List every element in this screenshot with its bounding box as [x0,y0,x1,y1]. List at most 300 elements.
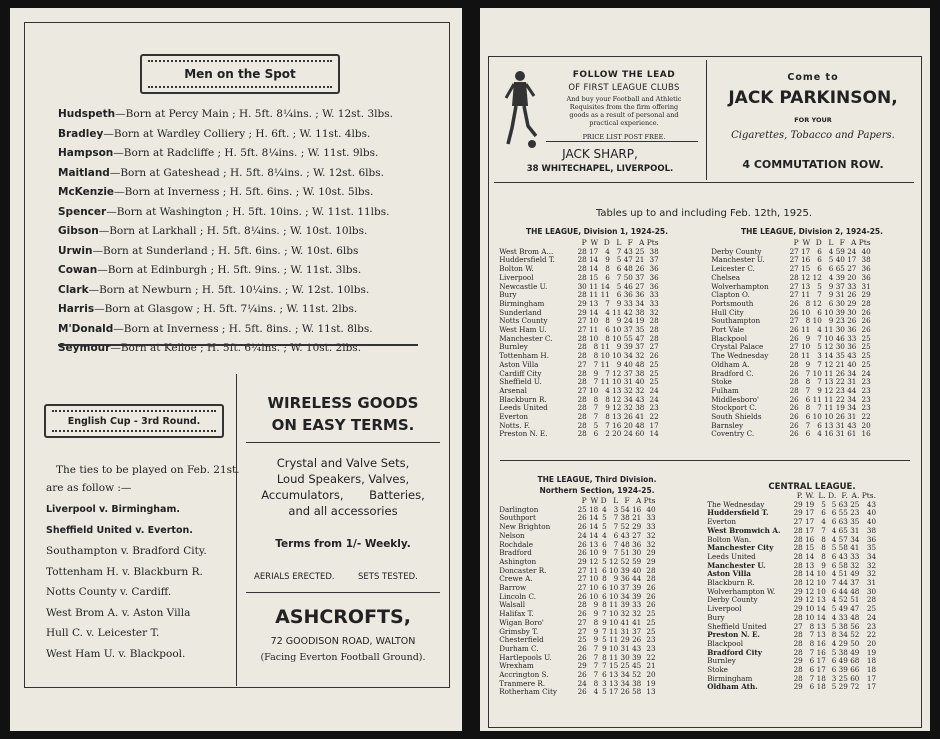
stat-cell: 10 [812,316,822,326]
stat-cell: 22 [649,412,659,422]
stat-cell: 29 [793,604,803,614]
stat-cell: 19 [805,499,815,509]
stat-cell: 52 [850,630,860,640]
stat-cell: 6 [602,539,607,549]
stat-cell: 39 [632,583,642,593]
stat-cell: 28 [789,272,799,282]
stat-cell: 6 [602,670,607,680]
team-name: Manchester U. [711,255,765,265]
stat-cell: 25 [861,333,871,343]
stat-cell: 14 [600,281,610,291]
player-row [58,303,357,315]
wireless-ad-terms: Terms from 1/- Weekly. [275,538,411,550]
stat-cell: 23 [861,403,871,413]
stat-cell: 15 [801,264,811,274]
stat-cell: 24 [577,530,587,540]
stat-cell: 28 [793,647,803,657]
stat-cell: 28 [577,272,587,282]
stat-cell: 8 [805,316,811,326]
team-name: Clapton O. [711,290,750,300]
stat-cell: 66 [850,665,860,675]
stat-cell: 25 [646,626,656,636]
stat-cell: 8 [805,403,811,413]
stat-cell: 18 [866,656,877,666]
stat-cell: 28 [793,638,803,648]
stat-cell: 7 [805,368,811,378]
stat-cell: 5 [602,556,607,566]
team-name: Tottenham H. [499,351,549,361]
column-header: W [802,238,811,247]
stat-cell: 7 [805,385,811,395]
stat-cell: 6 [605,325,610,335]
stat-cell: 36 [861,272,871,282]
team-name: Aston Villa [499,359,539,369]
stat-cell: 32 [649,307,659,317]
team-name: Sheffield U. [499,377,542,387]
division-2-table-wrap [710,239,872,439]
stat-cell: 26 [789,325,799,335]
stat-cell: 28 [789,359,799,369]
stat-cell: 33 [646,513,656,523]
stat-cell: 26 [789,403,799,413]
stat-cell: 10 [589,574,599,584]
stat-cell: 11 [824,394,834,404]
team-name: Birmingham [707,673,753,683]
stat-cell: 39 [623,342,633,352]
stat-cell: 29 [793,595,803,605]
team-name: Ashington [499,556,537,566]
stat-cell: 60 [635,429,645,439]
wireless-ad-body-4: and all accessories [288,504,398,518]
player-details: —Born at Wardley Colliery ; H. 6ft. ; W. 11st. 4lbs. [103,127,371,140]
stat-cell: 7 [809,647,815,657]
stat-cell: 3 [817,351,822,361]
team-name: Coventry C. [711,429,755,439]
stat-cell: 7 [605,420,610,430]
stat-cell: 31 [850,525,860,535]
stat-cell: 9 [817,385,822,395]
stat-cell: 46 [835,333,845,343]
stat-cell: 8 [809,638,815,648]
stat-cell: 65 [835,264,845,274]
stat-cell: 10 [612,351,622,361]
stat-cell: 36 [861,264,871,274]
stat-cell: 33 [646,522,656,532]
stat-cell: 37 [623,368,633,378]
wireless-ad-line-2: ON EASY TERMS. [271,416,415,434]
jack-sharp-line-5: goods as a result of personal and [569,111,679,119]
stat-cell: 28 [793,578,803,588]
player-row [58,225,367,237]
stat-cell: 27 [789,246,799,256]
stat-cell: 5 [831,621,837,631]
stat-cell: 49 [838,656,848,666]
player-row [58,264,361,276]
stat-cell: 28 [793,569,803,579]
stat-cell: 32 [620,609,630,619]
stat-cell: 31 [620,626,630,636]
table-row [498,688,657,697]
stat-cell: 28 [789,385,799,395]
stat-cell: 26 [577,522,587,532]
stat-cell: 36 [847,342,857,352]
table-row [706,683,877,692]
stat-cell: 9 [616,298,622,308]
stat-cell: 5 [817,281,822,291]
stat-cell: 65 [838,525,848,535]
stat-cell: 38 [635,307,645,317]
stat-cell: 10 [609,591,619,601]
team-name: Wigan Boro' [499,617,544,627]
stat-cell: 24 [623,316,633,326]
stat-cell: 44 [847,385,857,395]
stat-cell: 28 [577,600,587,610]
stat-cell: 14 [589,522,599,532]
stat-cell: 28 [793,612,803,622]
stat-cell: 7 [593,670,599,680]
stat-cell: 11 [609,600,619,610]
player-name: Spencer [58,205,107,218]
stat-cell: 6 [817,255,822,265]
team-name: The Wednesday [707,499,765,509]
stat-cell: 5 [821,499,826,509]
division-3-table [498,497,657,697]
stat-cell: 34 [635,298,645,308]
stat-cell: 8 [821,534,826,544]
player-name: M'Donald [58,322,114,335]
stat-cell: 23 [646,643,656,653]
stat-cell: 31 [847,412,857,422]
stat-cell: 10 [609,583,619,593]
stat-cell: 9 [593,609,599,619]
stat-cell: 49 [838,604,848,614]
stat-cell: 28 [793,560,803,570]
jack-sharp-line-3: And buy your Football and Athletic [566,95,682,103]
jack-sharp-name: JACK SHARP, [562,147,638,161]
stat-cell: 13 [816,630,826,640]
stat-cell: 19 [835,403,845,413]
team-name: Middlesboro' [711,394,759,404]
stat-cell: 26 [789,429,799,439]
column-header: P. [796,491,803,500]
stat-cell: 5 [831,604,837,614]
stat-cell: 63 [838,517,848,527]
stat-cell: 9 [616,342,622,352]
wireless-ad-company: ASHCROFTS, [275,606,411,628]
stat-cell: 27 [577,617,587,627]
stat-cell: 14 [816,612,826,622]
stat-cell: 16 [612,420,622,430]
stat-cell: 18 [816,682,826,692]
stat-cell: 4 [828,246,834,256]
stat-cell: 26 [577,687,587,697]
stat-cell: 23 [861,385,871,395]
english-cup-ties [46,504,236,674]
stat-cell: 8 [602,600,607,610]
team-name: Wolverhampton W. [707,586,776,596]
stat-cell: 32 [623,403,633,413]
column-header: A [850,238,857,247]
team-name: Bury [707,612,725,622]
stat-cell: 26 [789,333,799,343]
stat-cell: 37 [620,583,630,593]
team-name: Newcastle U. [499,281,548,291]
stat-cell: 26 [577,548,587,558]
team-name: Durham C. [499,643,539,653]
stat-cell: 5 [831,647,837,657]
jack-sharp-rule [546,141,698,142]
player-name: Hampson [58,147,114,159]
stat-cell: 5 [602,513,607,523]
stat-cell: 25 [577,635,587,645]
english-cup-intro-1: The ties to be played on Feb. 21st. [56,464,240,476]
stat-cell: 24 [623,429,633,439]
team-name: West Ham U. [499,325,547,335]
stat-cell: 6 [831,586,837,596]
stat-cell: 10 [812,368,822,378]
stat-cell: 6 [817,246,822,256]
stat-cell: 9 [805,359,811,369]
stat-cell: 7 [817,359,822,369]
stat-cell: 29 [838,638,848,648]
team-name: Crewe A. [499,574,533,584]
team-name: New Brighton [499,522,551,532]
stat-cell: 6 [821,508,826,518]
stat-cell: 25 [861,342,871,352]
stat-cell: 6 [817,420,822,430]
central-league-table-wrap [706,492,877,692]
stat-cell: 7 [593,412,599,422]
jack-sharp-line-6: practical experience. [589,119,659,127]
stat-cell: 32 [635,351,645,361]
stat-cell: 6 [805,429,811,439]
stat-cell: 55 [838,508,848,518]
tables-heading: Tables up to and including Feb. 12th, 1925. [595,208,813,219]
stat-cell: 25 [577,504,587,514]
stat-cell: 36 [649,281,659,291]
cup-tie: Hull C. v. Leicester T. [46,627,160,639]
stat-cell: 38 [635,368,645,378]
stat-cell: 11 [600,377,610,387]
stat-cell: 17 [801,246,811,256]
stat-cell: 60 [850,673,860,683]
team-name: Bradford City [707,647,762,657]
stat-cell: 25 [649,377,659,387]
stat-cell: 11 [801,351,811,361]
stat-cell: 43 [838,551,848,561]
stat-cell: 12 [589,556,599,566]
stat-cell: 29 [620,635,630,645]
team-name: Tranmere R. [499,678,546,688]
jack-sharp-line-1: FOLLOW THE LEAD [572,70,676,80]
stat-cell: 33 [847,333,857,343]
column-header: Pts. [861,491,877,500]
stat-cell: 8 [605,394,610,404]
player-name: Clark [58,283,89,296]
team-name: Notts County [499,316,548,326]
team-name: Accrington S. [499,670,549,680]
stat-cell: 27 [577,316,587,326]
stat-cell: 11 [600,342,610,352]
stat-cell: 44 [838,586,848,596]
stat-cell: 10 [612,325,622,335]
stat-cell: 4 [828,272,834,282]
stat-cell: 28 [866,595,877,605]
team-name: Cardiff City [499,368,542,378]
stat-cell: 9 [602,617,607,627]
stat-cell: 59 [632,556,642,566]
cup-tie: Liverpool v. Birmingham. [46,504,180,515]
stat-cell: 7 [809,673,815,683]
team-name: Blackpool [707,638,743,648]
stat-cell: 10 [609,565,619,575]
jack-sharp-price-list: PRICE LIST POST FREE. [582,133,666,141]
stat-cell: 30 [866,586,877,596]
team-name: Stoke [707,665,728,675]
stat-cell: 13 [824,377,834,387]
ad-separator [706,60,707,180]
stat-cell: 51 [838,569,848,579]
stat-cell: 34 [847,394,857,404]
stat-cell: 12 [801,272,811,282]
stat-cell: 43 [635,394,645,404]
stat-cell: 17 [649,420,659,430]
stat-cell: 11 [609,635,619,645]
stat-cell: 19 [635,316,645,326]
stat-cell: 6 [817,264,822,274]
team-name: Leeds United [499,403,548,413]
stat-cell: 4 [831,569,837,579]
stat-cell: 34 [620,591,630,601]
stat-cell: 63 [838,499,848,509]
stat-cell: 29 [632,522,642,532]
stat-cell: 37 [635,342,645,352]
column-header: D [603,238,610,247]
stat-cell: 5 [817,342,822,352]
stat-cell: 36 [635,290,645,300]
stat-cell: 7 [805,420,811,430]
stat-cell: 26 [646,583,656,593]
player-row [58,128,370,140]
stat-cell: 38 [649,246,659,256]
stat-cell: 35 [866,543,877,553]
wireless-ad-line-1: WIRELESS GOODS [267,394,419,412]
division-1-title: THE LEAGUE, Division 1, 1924-25. [525,227,668,236]
team-name: Walsall [499,600,526,610]
stat-cell: 11 [824,325,834,335]
stat-cell: 26 [635,264,645,274]
column-header: A [635,496,642,505]
stat-cell: 42 [623,307,633,317]
stat-cell: 33 [847,281,857,291]
stat-cell: 10 [816,569,826,579]
stat-cell: 22 [835,394,845,404]
stat-cell: 27 [789,264,799,274]
column-header: F. [841,491,848,500]
stat-cell: 9 [616,359,622,369]
stat-cell: 20 [612,429,622,439]
stat-cell: 50 [850,638,860,648]
player-name: McKenzie [58,186,115,198]
stat-cell: 31 [620,643,630,653]
stat-cell: 26 [577,652,587,662]
stat-cell: 11 [589,281,599,291]
stat-cell: 11 [824,403,834,413]
stat-cell: 13 [612,412,622,422]
stat-cell: 12 [805,595,815,605]
column-header: L [616,238,622,247]
stat-cell: 27 [577,325,587,335]
team-name: The Wednesday [711,351,769,361]
stat-cell: 25 [635,246,645,256]
stat-cell: 46 [623,281,633,291]
stat-cell: 28 [649,316,659,326]
stat-cell: 28 [577,420,587,430]
stat-cell: 9 [605,255,610,265]
stat-cell: 5 [593,420,599,430]
stat-cell: 12 [805,578,815,588]
stat-cell: 28 [577,412,587,422]
men-on-the-spot-title-box [140,54,340,94]
stat-cell: 7 [593,661,599,671]
stat-cell: 43 [866,499,877,509]
jack-parkinson-name: JACK PARKINSON, [728,88,898,108]
team-name: Derby County [707,595,758,605]
stat-cell: 10 [609,609,619,619]
stat-cell: 28 [793,665,803,675]
jack-sharp-address: 38 WHITECHAPEL, LIVERPOOL. [526,164,674,174]
ad-divider [236,374,237,686]
stat-cell: 23 [649,403,659,413]
stat-cell: 8 [831,630,837,640]
player-row [58,147,378,159]
stat-cell: 28 [861,298,871,308]
stat-cell: 29 [838,682,848,692]
stat-cell: 28 [649,333,659,343]
stat-cell: 38 [632,678,642,688]
stat-cell: 3 [831,673,837,683]
stat-cell: 23 [866,621,877,631]
stat-cell: 25 [861,359,871,369]
stat-cell: 10 [609,643,619,653]
stat-cell: 26 [789,298,799,308]
stat-cell: 39 [835,272,845,282]
team-name: Huddersfield T. [707,508,769,518]
stat-cell: 28 [649,325,659,335]
column-header: Pts [646,238,659,247]
stat-cell: 27 [789,281,799,291]
column-header: W [590,496,599,505]
stat-cell: 4 [821,517,826,527]
stat-cell: 28 [793,525,803,535]
stat-cell: 33 [850,551,860,561]
team-name: Bradford [499,548,532,558]
stat-cell: 4 [831,525,837,535]
cup-tie: Sheffield United v. Everton. [46,524,193,536]
stat-cell: 13 [612,385,622,395]
stat-cell: 39 [838,665,848,675]
stat-cell: 16 [805,534,815,544]
stat-cell: 55 [623,333,633,343]
stat-cell: 51 [620,548,630,558]
division-2-title: THE LEAGUE, Division 2, 1924-25. [740,227,883,236]
team-name: Burnley [707,656,736,666]
column-header: F [624,496,630,505]
stat-cell: 8 [593,394,599,404]
team-name: Sheffield United [707,621,767,631]
stat-cell: 6 [828,264,834,274]
stat-cell: 9 [616,316,622,326]
